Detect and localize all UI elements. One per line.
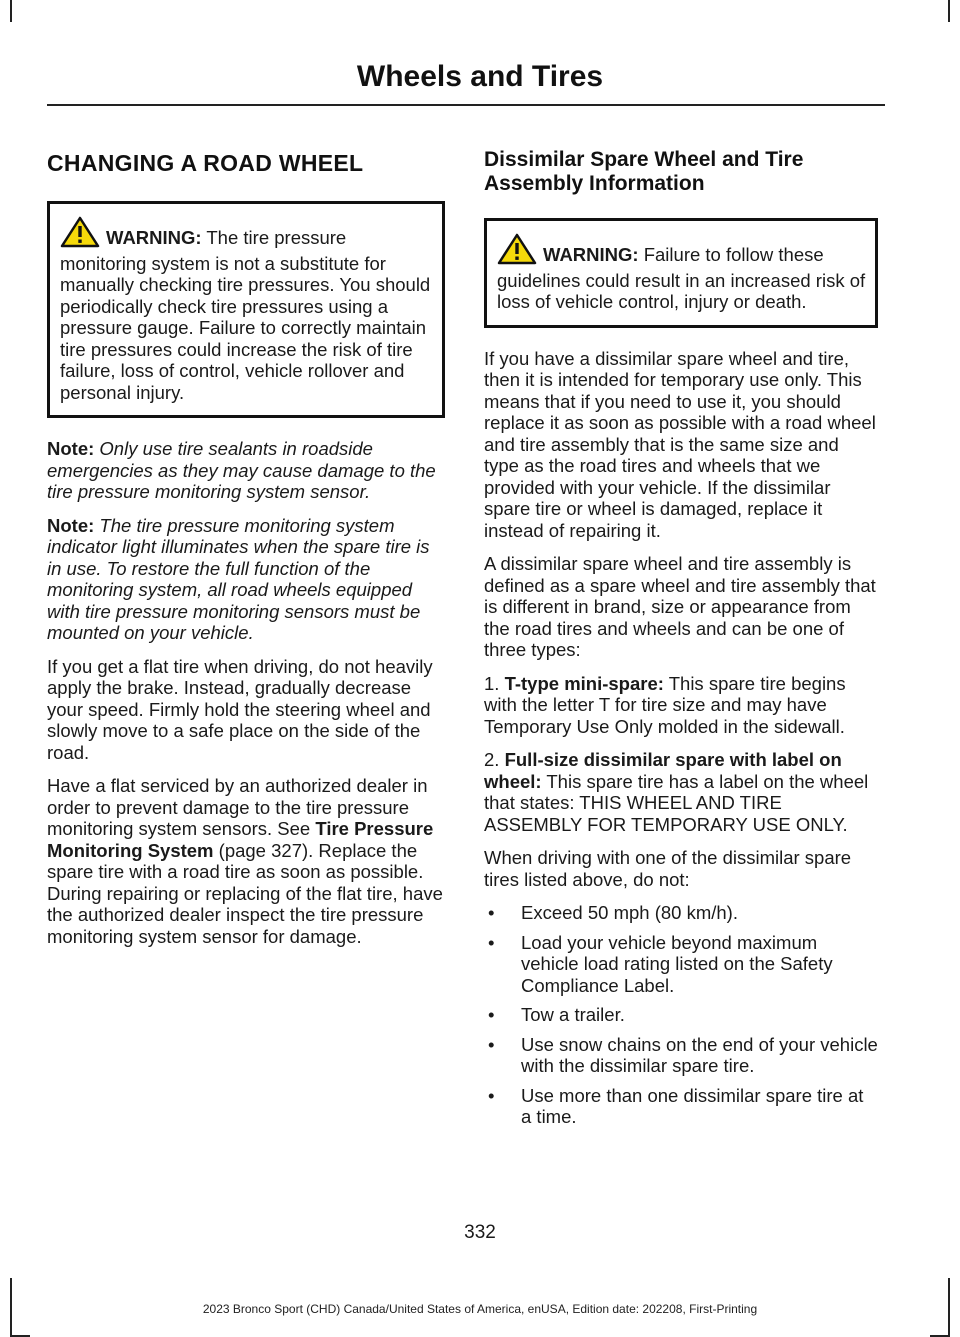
body-paragraph: If you get a flat tire when driving, do not heavily apply the brake. Instead, gradually decrease your speed. Firmly hold the steering wheel and slowly move to a safe place on the side of the road. (47, 655, 433, 763)
warning-label: WARNING: (543, 244, 639, 265)
body-text: Have a flat serviced by an authorized dealer in order to prevent damage to the tire pressure monitoring system sensors. See (47, 775, 428, 839)
note-text: Only use tire sealants in roadside emergencies as they may cause damage to the tire pressure monitoring system sensor. (47, 438, 436, 502)
sub-heading: Dissimilar Spare Wheel and Tire Assembly Information (484, 148, 804, 195)
type-label: T-type mini-spare: (504, 672, 664, 694)
page-header-title: Wheels and Tires (356, 60, 604, 93)
list-item (484, 902, 878, 924)
page-number: 332 (464, 1222, 496, 1243)
bullet-glyph: • (488, 902, 495, 923)
warning-triangle-icon (497, 233, 537, 270)
note-paragraph (47, 515, 445, 644)
warning-text: Failure to follow these guidelines could result in an increased risk of loss of vehicle control, injury or death. (497, 244, 866, 312)
list-item (484, 1004, 878, 1026)
bullet-glyph: • (488, 1033, 495, 1055)
crop-mark-top-left (10, 0, 12, 22)
list-item-text: Use more than one dissimilar spare tire at a time. (521, 1084, 864, 1127)
type-text: This spare tire begins with the letter T for tire size and may have Temporary Use Only molded in the sidewall. (484, 672, 846, 737)
list-item (484, 932, 878, 997)
warning-box (47, 201, 445, 418)
type-paragraph (484, 673, 878, 738)
warning-triangle-icon (60, 216, 100, 253)
bullet-glyph: • (488, 1004, 495, 1025)
section-heading: CHANGING A ROAD WHEEL (47, 150, 364, 176)
list-item-text: Load your vehicle beyond maximum vehicle load rating listed on the Safety Compliance Label. (521, 931, 833, 996)
bullet-glyph: • (488, 1084, 495, 1106)
body-paragraph (47, 775, 445, 947)
list-item (484, 1085, 878, 1128)
note-paragraph (47, 438, 445, 503)
cross-reference-link[interactable]: Tire Pressure Monitoring System (47, 818, 434, 861)
list-item (484, 1034, 878, 1077)
footer-edition-info: 2023 Bronco Sport (CHD) Canada/United States of America, enUSA, Edition date: 202208, First-Printing (202, 1302, 758, 1316)
list-item-text: Use snow chains on the end of your vehicle with the dissimilar spare tire. (521, 1033, 878, 1076)
body-text: (page 327). Replace the spare tire with a road tire as soon as possible. During repairing or replacing of the flat tire, have the authorized dealer inspect the tire pressure monitoring system sensor for damage. (47, 839, 443, 947)
warning-box (484, 218, 878, 328)
note-label: Note: (47, 438, 95, 459)
right-column (484, 140, 878, 1136)
type-text: This spare tire has a label on the wheel that states: THIS WHEEL AND TIRE ASSEMBLY FOR TEMPORARY USE ONLY. (484, 770, 869, 835)
type-number: 1. (484, 672, 505, 694)
body-paragraph: A dissimilar spare wheel and tire assembly is defined as a spare wheel and tire assembly that is different in brand, size or appearance from the road tires and wheels and can be one of three types: (484, 553, 876, 660)
body-paragraph: When driving with one of the dissimilar spare tires listed above, do not: (484, 847, 852, 890)
list-item-text: Exceed 50 mph (80 km/h). (521, 902, 738, 923)
warning-label: WARNING: (106, 227, 202, 248)
body-paragraph: If you have a dissimilar spare wheel and tire, then it is intended for temporary use only. This means that if you need to use it, you should replace it as soon as possible with a road wheel and tire assembly that is the same size and type as the road tires and wheels that we provided with your vehicle. If the dissimilar spare tire or wheel is damaged, replace it instead of repairing it. (484, 347, 876, 541)
note-label: Note: (47, 514, 95, 536)
warning-text: The tire pressure monitoring system is not a substitute for manually checking tire pressures. You should periodically check tire pressures using a pressure gauge. Failure to correctly maintain tire pressures could increase the risk of tire failure, loss of control, vehicle rollover and personal injury. (60, 227, 431, 403)
type-label: Full-size dissimilar spare with label on wheel: (484, 749, 842, 792)
list-item-text: Tow a trailer. (521, 1004, 625, 1025)
type-number: 2. (484, 749, 505, 770)
left-column (47, 140, 445, 959)
header-rule (47, 104, 885, 106)
note-text: The tire pressure monitoring system indicator light illuminates when the spare tire is in use. To restore the full function of the monitoring system, all road wheels equipped with tire pressure monitoring sensors must be mounted on your vehicle. (47, 514, 430, 643)
type-paragraph (484, 749, 878, 835)
crop-mark-top-right (948, 0, 950, 22)
bullet-glyph: • (488, 931, 495, 953)
bullet-list (484, 902, 878, 1128)
